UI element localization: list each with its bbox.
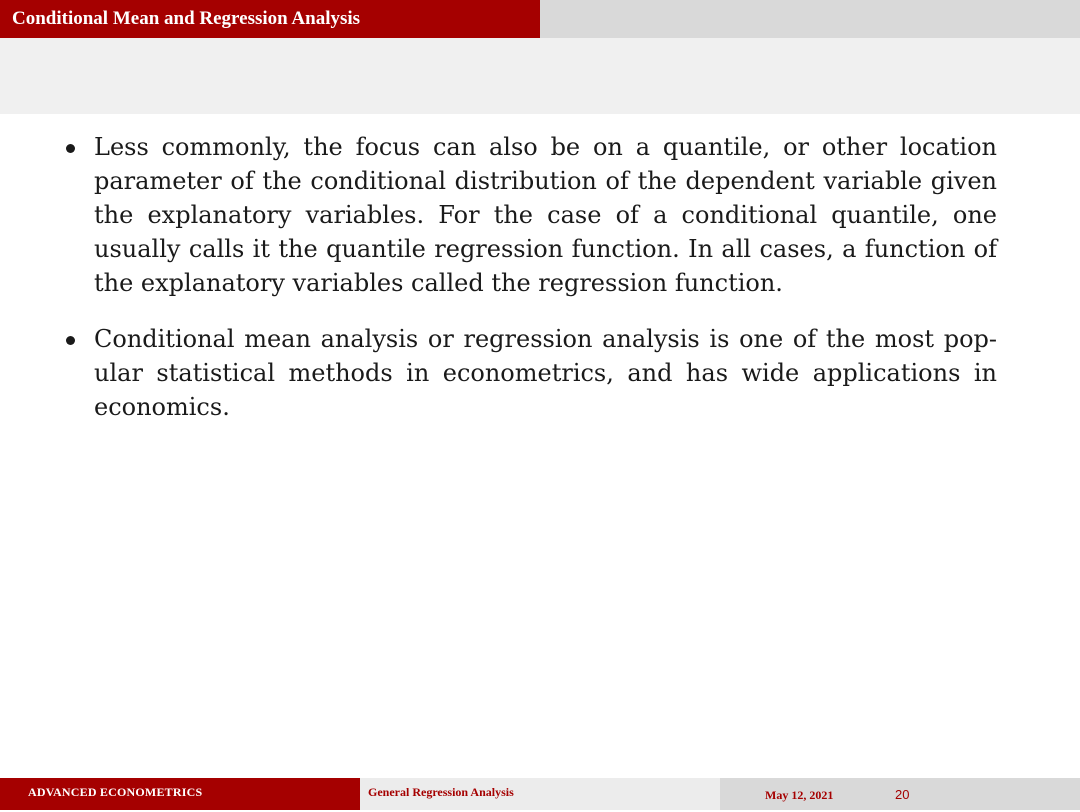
section-title: Conditional Mean and Regression Analysis bbox=[0, 0, 540, 38]
frame-title-band bbox=[0, 38, 1080, 114]
slide-content bbox=[62, 130, 997, 446]
footer-course: ADVANCED ECONOMETRICS bbox=[0, 778, 360, 810]
bullet-text: Conditional mean analysis or regression analysis is one of the most popular statistical methods in econometrics, and has wide applications in economics. bbox=[94, 325, 997, 421]
bullet-item bbox=[62, 322, 997, 424]
footer-topic: General Regression Analysis bbox=[360, 778, 720, 810]
page-number: 20 bbox=[895, 787, 910, 802]
bullet-dot-icon bbox=[66, 336, 75, 345]
bullet-text: Less commonly, the focus can also be on a quantile, or other location parameter of the conditional distribution of the dependent variable given the explanatory variables. For the case of a conditional quantile, one usually calls it the quantile regression function. In all cases, a function of the explanatory variables called the regression function. bbox=[94, 133, 997, 297]
footer-date: May 12, 2021 bbox=[765, 788, 834, 802]
bullet-dot-icon bbox=[66, 144, 75, 153]
footer bbox=[0, 778, 1080, 810]
footer-info bbox=[720, 778, 1080, 810]
bullet-item bbox=[62, 130, 997, 300]
